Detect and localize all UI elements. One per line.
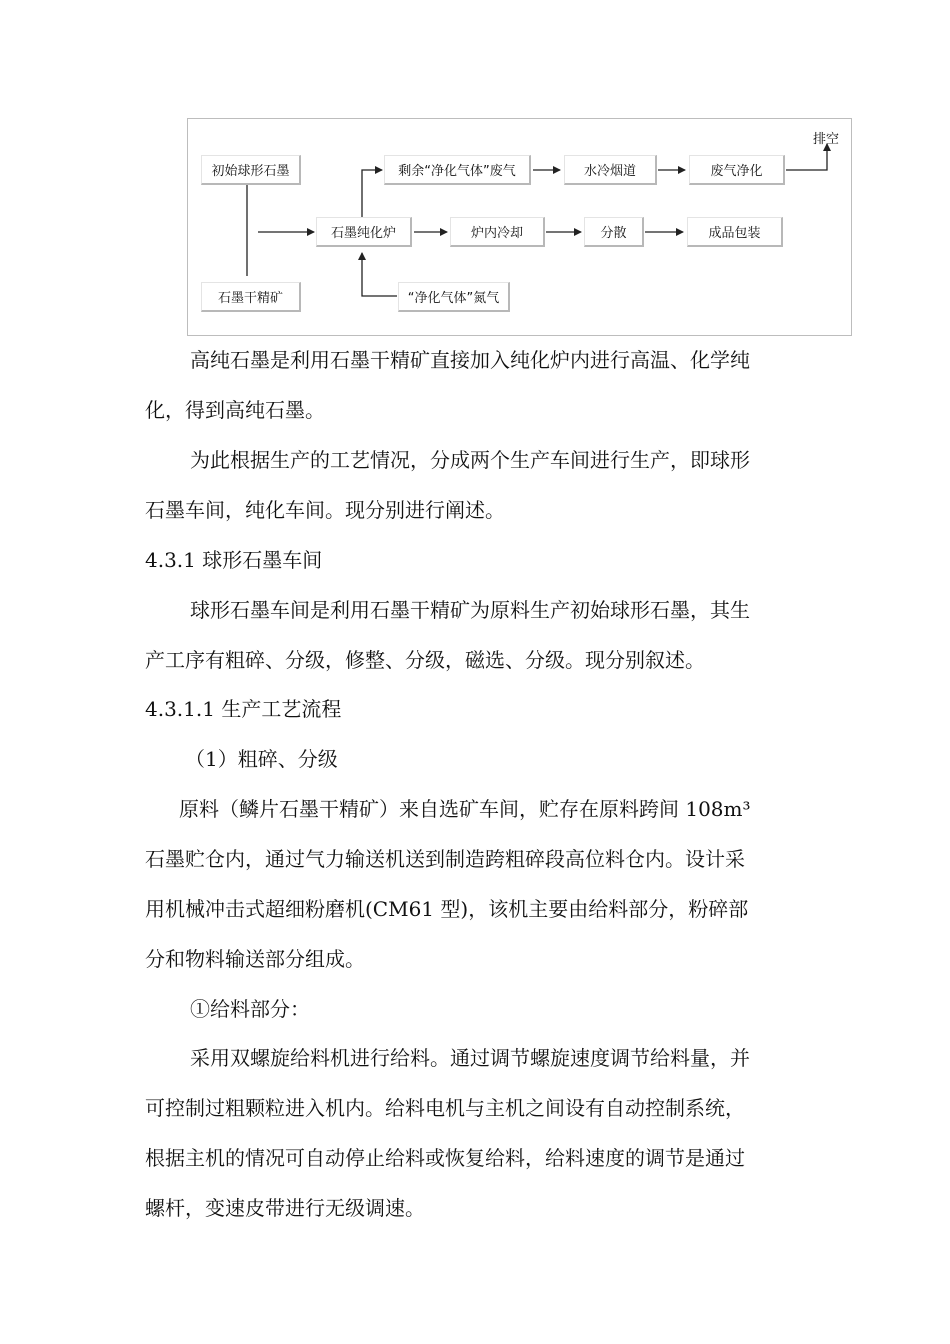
paragraph-1-line-1: 高纯石墨是利用石墨干精矿直接加入纯化炉内进行高温、化学纯 [190, 348, 750, 372]
paragraph-2-line-1: 为此根据生产的工艺情况，分成两个生产车间进行生产，即球形 [190, 448, 750, 472]
feed-section-heading: ①给料部分： [190, 997, 310, 1021]
node-furnace: 石墨纯化炉 [316, 217, 412, 247]
paragraph-2-line-2: 石墨车间，纯化车间。现分别进行阐述。 [145, 498, 505, 522]
paragraph-4-line-4: 分和物料输送部分组成。 [145, 947, 365, 971]
paragraph-1-line-2: 化，得到高纯石墨。 [145, 398, 325, 422]
paragraph-4-line-1: 原料（鳞片石墨干精矿）来自选矿车间，贮存在原料跨间 108m³ [179, 797, 751, 821]
node-dry-concentrate: 石墨干精矿 [201, 282, 301, 312]
node-dispersion: 分散 [584, 217, 644, 247]
paragraph-5-line-3: 根据主机的情况可自动停止给料或恢复给料，给料速度的调节是通过 [145, 1146, 745, 1170]
node-residual-gas: 剩余“净化气体”废气 [384, 155, 531, 185]
node-cooling: 炉内冷却 [450, 217, 545, 247]
node-water-flue: 水冷烟道 [564, 155, 657, 185]
node-packaging: 成品包装 [687, 217, 783, 247]
arrow-nitrogen-to-furnace [362, 253, 397, 296]
paragraph-5-line-4: 螺杆，变速皮带进行无级调速。 [145, 1196, 425, 1220]
paragraph-3-line-1: 球形石墨车间是利用石墨干精矿为原料生产初始球形石墨，其生 [190, 598, 750, 622]
node-vent: 排空 [813, 132, 840, 147]
paragraph-4-line-2: 石墨贮仓内，通过气力输送机送到制造跨粗碎段高位料仓内。设计采 [145, 847, 745, 871]
paragraph-5-line-1: 采用双螺旋给料机进行给料。通过调节螺旋速度调节给料量，并 [190, 1046, 750, 1070]
node-nitrogen: “净化气体”氮气 [398, 282, 510, 312]
node-exhaust-purify: 废气净化 [689, 155, 785, 185]
paragraph-3-line-2: 产工序有粗碎、分级，修整、分级，磁选、分级。现分别叙述。 [145, 648, 705, 672]
process-flow-diagram [187, 118, 852, 336]
paragraph-5-line-2: 可控制过粗颗粒进入机内。给料电机与主机之间设有自动控制系统， [145, 1096, 745, 1120]
paragraph-4-line-3: 用机械冲击式超细粉磨机(CM61 型)，该机主要由给料部分，粉碎部 [145, 897, 749, 921]
node-initial-spherical: 初始球形石墨 [201, 155, 301, 185]
section-heading-4-3-1: 4.3.1 球形石墨车间 [145, 548, 323, 572]
arrow-to-vent [786, 144, 827, 170]
step-heading-1: （1）粗碎、分级 [185, 747, 338, 771]
section-heading-4-3-1-1: 4.3.1.1 生产工艺流程 [145, 697, 342, 721]
arrow-to-residual-gas [362, 170, 382, 218]
